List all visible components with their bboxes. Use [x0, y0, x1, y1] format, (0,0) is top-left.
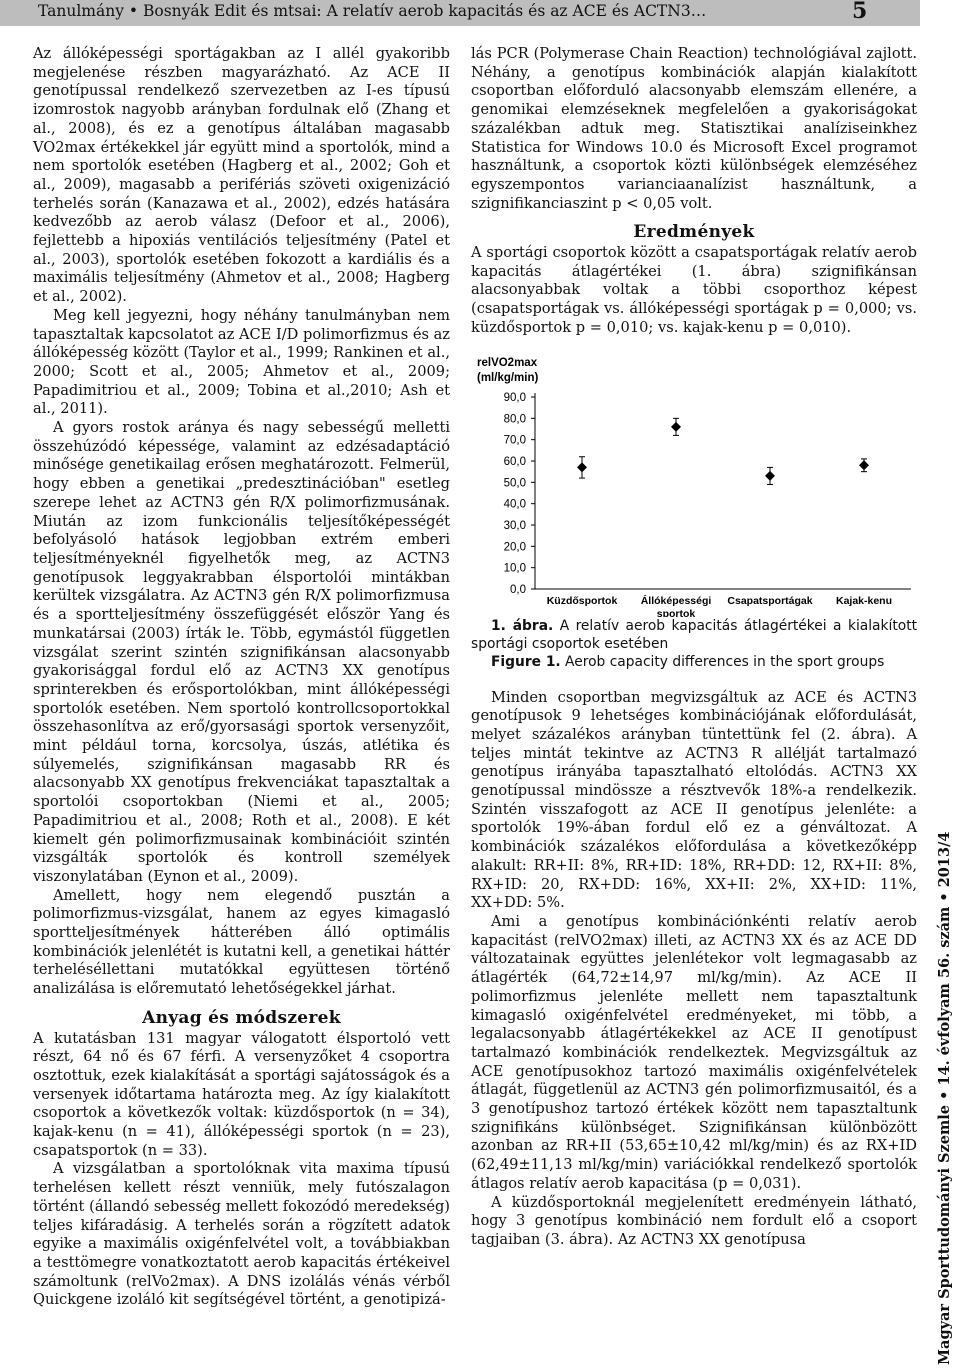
y-tick-label: 40,0 [503, 498, 526, 511]
relvo2max-chart [471, 352, 917, 617]
figure-caption-hu [471, 617, 917, 653]
paragraph: Meg kell jegyezni, hogy néhány tanulmányban nem tapasztaltak kapcsolatot az ACE I/D polimorfizmus és az állóképesség között (Taylor et al., 1999; Rankinen et al., 2000; Scott et al., 2005; Ahmetov et al., 2009; Papadimitriou et al., 2009; Tobina et al.,2010; Ash et al., 2011). [33, 306, 450, 418]
y-tick-label: 80,0 [503, 412, 526, 425]
page-number: 5 [852, 0, 868, 24]
data-point [671, 421, 681, 431]
right-column [471, 45, 917, 1250]
y-tick-label: 20,0 [503, 540, 526, 553]
y-tick-label: 10,0 [503, 562, 526, 575]
data-point [765, 470, 775, 480]
y-ticks [504, 392, 535, 596]
y-tick-label: 0,0 [510, 583, 526, 596]
x-tick-label: Csapatsportágak [727, 594, 813, 607]
data-point [859, 460, 869, 470]
left-column [33, 45, 450, 1310]
caption-text: Aerob capacity differences in the sport groups [560, 653, 885, 670]
y-tick-label: 50,0 [503, 476, 526, 489]
paragraph: A küzdősportoknál megjelenített eredményein látható, hogy 3 genotípus kombináció nem fordult elő a csoport tagjaiban (3. ábra). Az ACTN3 XX genotípusa [471, 1193, 917, 1248]
paragraph: Minden csoportban megvizsgáltuk az ACE és ACTN3 genotípusok 9 lehetséges kombinációjának előfordulását, melyet százalékos arányban tüntettünk fel (2. ábra). A teljes mintát tekintve az ACTN3 R allélját tartalmazó genotípus irányába tapasztalható eltolódás. ACTN3 XX genotípussal mindössze a résztvevők 18%-a rendelkezik. Szintén visszafogott az ACE II genotípus jelenléte: a sportolók 19%-ában fordul elő ez a génváltozat. A kombinációk százalékos előfordulása a következőképp alakult: RR+II: 8%, RR+ID: 18%, RR+DD: 12, RX+II: 8%, RX+ID: 20, RX+DD: 16%, XX+II: 2%, XX+ID: 11%, XX+DD: 5%. [471, 688, 917, 912]
running-title: Tanulmány • Bosnyák Edit és mtsai: A relatív aerob kapacitás és az ACE és ACTN3… [38, 2, 707, 20]
y-axis-label-line1: relVO2max [477, 356, 538, 369]
y-axis-label [477, 357, 539, 384]
journal-name: Magyar Sporttudományi Szemle • 14. évfolyam 56. szám • 2013/4 [936, 831, 953, 1365]
data-point [577, 462, 587, 472]
section-heading-results: Eredmények [633, 222, 755, 243]
data-points [577, 418, 869, 484]
paragraph: lás PCR (Polymerase Chain Reaction) technológiával zajlott. Néhány, a genotípus kombinációk alapján kialakított csoportban előforduló alacsonyabb elemszám ellenére, a genomikai elemzéseknek megfelelően a gyakoriságokat százalékban adtuk meg. Statisztikai analíziseinkhez Statistica for Windows 10.0 és Microsoft Excel programot használtunk, a csoportok közti különbségek elemzéséhez egyszempontos varianciaanalízist használtunk, a szignifikanciaszint p < 0,05 volt. [471, 45, 917, 212]
caption-label: Figure 1. [491, 653, 561, 670]
journal-sidebar [932, 831, 958, 1365]
paragraph: A sportági csoportok között a csapatsportágak relatív aerob kapacitás átlagértékei (1. ábra) szignifikánsan alacsonyabbak voltak a többi csoporthoz képest (csapatsportágak vs. állóképességi sportágak p = 0,000; vs. küzdősportok p = 0,010; vs. kajak-kenu p = 0,010). [471, 244, 917, 336]
caption-label: 1. ábra. [491, 617, 554, 634]
y-tick-label: 60,0 [503, 455, 526, 468]
y-axis-label-line2: (ml/kg/min) [477, 371, 539, 384]
y-tick-label: 70,0 [503, 434, 526, 447]
y-tick-label: 30,0 [503, 519, 526, 532]
x-tick-label: Kajak-kenu [835, 594, 893, 607]
y-tick-label: 90,0 [503, 391, 526, 404]
paragraph: Ami a genotípus kombinációnkénti relatív aerob kapacitást (relVO2max) illeti, az ACTN3 XX és az ACE DD változatainak együttes jelenlétekor volt legmagasabb az átlagérték (64,72±14,97 ml/kg/min). Az ACE II polimorfizmus jelenléte mellett nem tapasztaltunk kimagasló oxigénfelvétel eredményeket, mi több, a legalacsonyabb átlagértékekkel az ACE II genotípust tartalmazó kombinációk rendelkeztek. Megvizsgáltuk az ACE genotípusokhoz tartozó maximális oxigénfelvételek átlagát, függetlenül az ACTN3 gén polimorfizmusaitól, és a 3 genotípushoz tartozó értékek között nem tapasztaltunk szignifikáns különbséget. Szignifikánsan különbözött azonban az RR+II (53,65±10,42 ml/kg/min) és az RX+ID (62,49±11,13 ml/kg/min) variációkkal rendelkező sportolók átlagos relatív aerob kapacitása (p = 0,031). [471, 912, 917, 1192]
caption-text: A relatív aerob kapacitás átlagértékei a kialakított sportági csoportok esetében [471, 617, 918, 652]
running-header [0, 0, 920, 26]
paragraph: A kutatásban 131 magyar válogatott élsportoló vett részt, 64 nő és 67 férfi. A versenyzőket 4 csoportra osztottuk, ezek kialakítását a sportági sajátosságok és a versenyek időtartama határozta meg. Az így kialakított csoportok a következők voltak: küzdősportok (n = 34), kajak-kenu (n = 41), állóképességi sportok (n = 23), csapatsportok (n = 33). [33, 1029, 450, 1159]
x-tick-label: Küzdősportok [546, 594, 618, 607]
figure-caption-en [471, 653, 917, 671]
paragraph: Az állóképességi sportágakban az I allél gyakoribb megjelenése részben magyarázható. Az ACE II genotípussal rendelkező szervezetben az I-es típusú izomrostok nagyobb arányban fordulnak elő (Zhang et al., 2008), és ez a genotípus általában magasabb VO2max értékekkel jár együtt mind a sportolók, mind a nem sportolók esetében (Hagberg et al., 2002; Goh et al., 2009), magasabb a perifériás szöveti oxigenizáció terhelés során (Kanazawa et al., 2002), edzés hatására kedvezőbb az aerob válasz (Defoor et al., 2006), fejlettebb a hipoxiás ventilációs teljesítmény (Patel et al., 2003), sportolók esetében fokozott a kardiális és a maximális teljesítmény (Ahmetov et al., 2008; Hagberg et al., 2002). [33, 45, 450, 306]
x-tick-label-line: sportok [656, 607, 696, 617]
x-tick-label [641, 594, 712, 617]
paragraph: A gyors rostok aránya és nagy sebességű melletti összehúzódó képessége, valamint az edzésadaptáció minősége genetikailag erősen meghatározott. Felmerül, hogy ebben a genetikai „predesztinációban" esetleg szerepe lehet az ACTN3 gén R/X polimorfizmusának. Miután az izom funkcionális teljesítőképességét befolyásoló hatások legjobban extrém emberi teljesítményeknél figyelhetők meg, az ACTN3 genotípusok leggyakrabban élsportolói mintákban kerültek vizsgálatra. Az ACTN3 gén R/X polimorfizmusa és a sportteljesítmény összefüggését először Yang és munkatársai (2003) írták le. Több, egymástól független vizsgálat szerint szintén szignifikánsan alacsonyabb gyakorisággal fordul elő az ACTN3 XX genotípus sprinterekben és erősportolókban, mint állóképességi sportolók esetében. Nem sportoló kontrollcsoportokkal összehasonlítva az erő/gyorsasági sportok versenyzőit, mint például torna, korcsolya, úszás, atlétika és súlyemelés, szignifikánsan magasabb RR és alacsonyabb XX genotípus frekvenciákat tapasztaltak a sportolói csoportokban (Niemi et al., 2005; Papadimitriou et al., 2008; Roth et al., 2008). E két kiemelt gén polimorfizmusainak kombinációit szintén vizsgálták sportolók és kontroll személyek viszonylatában (Eynon et al., 2009). [33, 419, 450, 885]
x-tick-labels [547, 594, 892, 617]
paragraph: Amellett, hogy nem elegendő pusztán a polimorfizmus-vizsgálat, hanem az egyes kimagasló sportteljesítmények hátterében álló optimális kombinációk jelenlétét is kutatni kell, a genetikai háttér terheléséllettani mutatókkal együttesen történő analizálása is előremutató lehetőségekkel járhat. [33, 886, 450, 998]
x-tick-label-line: Állóképességi [640, 594, 712, 607]
paragraph: A vizsgálatban a sportolóknak vita maxima típusú terhelésen kellett részt venniük, mely futószalagon történt (állandó sebesség mellett fokozódó meredekség) teljes kifáradásig. A terhelés során a rögzített adatok egyike a maximális oxigénfelvétel volt, a továbbiakban a testtömegre vonatkoztatott aerob kapacitás értékeivel számoltunk (relVo2max). A DNS izolálás vénás vérből Quickgene izoláló kit segítségével történt, a genotipizá- [33, 1160, 450, 1309]
section-heading-methods: Anyag és módszerek [142, 1007, 341, 1028]
figure-1 [471, 352, 917, 617]
chart-axes [535, 393, 911, 589]
